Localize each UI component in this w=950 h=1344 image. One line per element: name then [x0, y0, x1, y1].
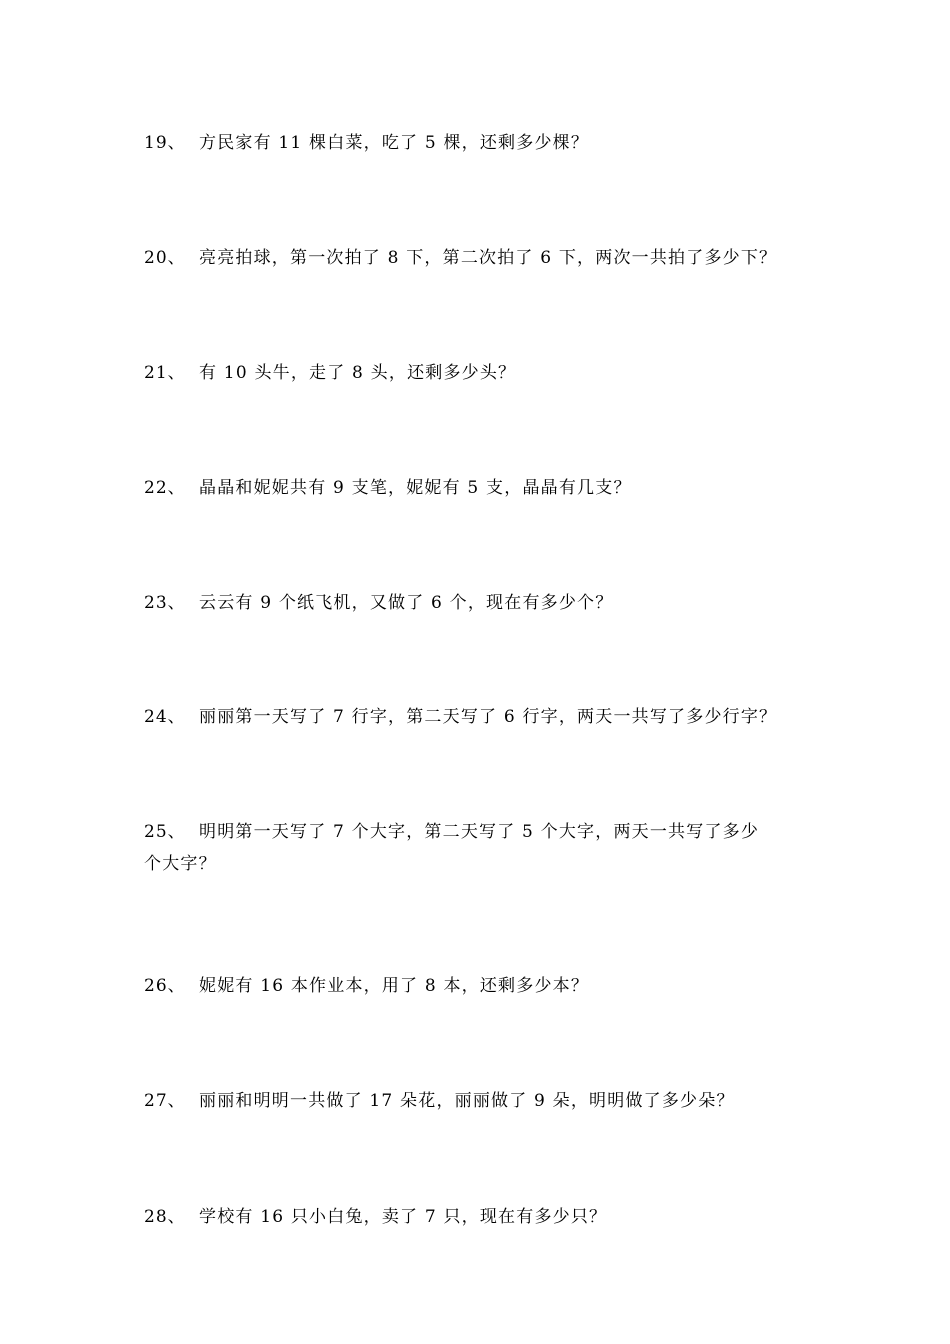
- problem-text: 丽丽和明明一共做了 17 朵花，丽丽做了 9 朵，明明做了多少朵？: [199, 1091, 735, 1111]
- problem-23: [144, 587, 834, 619]
- problem-text: 方民家有 11 棵白菜，吃了 5 棵，还剩多少棵？: [199, 133, 590, 153]
- problem-text: 妮妮有 16 本作业本，用了 8 本，还剩多少本？: [199, 976, 590, 996]
- problem-26: [144, 970, 834, 1002]
- problem-number: 19、: [144, 133, 186, 153]
- problem-28: [144, 1201, 834, 1233]
- problem-number: 26、: [144, 976, 186, 996]
- problem-number: 23、: [144, 593, 186, 613]
- problem-22: [144, 472, 834, 504]
- problem-number: 20、: [144, 248, 186, 268]
- problem-number: 27、: [144, 1091, 186, 1111]
- problem-number: 24、: [144, 707, 186, 727]
- problem-text: 晶晶和妮妮共有 9 支笔，妮妮有 5 支，晶晶有几支？: [199, 478, 632, 498]
- problem-21: [144, 357, 834, 389]
- problem-number: 28、: [144, 1207, 186, 1227]
- problem-number: 25、: [144, 822, 186, 842]
- problem-27: [144, 1085, 834, 1117]
- problem-text: 学校有 16 只小白兔，卖了 7 只，现在有多少只？: [199, 1207, 608, 1227]
- problem-text: 丽丽第一天写了 7 行字，第二天写了 6 行字，两天一共写了多少行字？: [199, 707, 778, 727]
- problem-number: 21、: [144, 363, 186, 383]
- problem-24: [144, 701, 834, 733]
- problem-text: 明明第一天写了 7 个大字，第二天写了 5 个大字，两天一共写了多少: [199, 822, 760, 842]
- problem-text: 有 10 头牛，走了 8 头，还剩多少头？: [199, 363, 517, 383]
- problem-text: 亮亮拍球，第一次拍了 8 下，第二次拍了 6 下，两次一共拍了多少下？: [199, 248, 778, 268]
- problem-text-continuation: 个大字？: [144, 854, 217, 874]
- problem-text: 云云有 9 个纸飞机，又做了 6 个，现在有多少个？: [199, 593, 614, 613]
- problem-25: [144, 816, 834, 880]
- problem-number: 22、: [144, 478, 186, 498]
- problem-19: [144, 127, 834, 159]
- problem-20: [144, 242, 834, 274]
